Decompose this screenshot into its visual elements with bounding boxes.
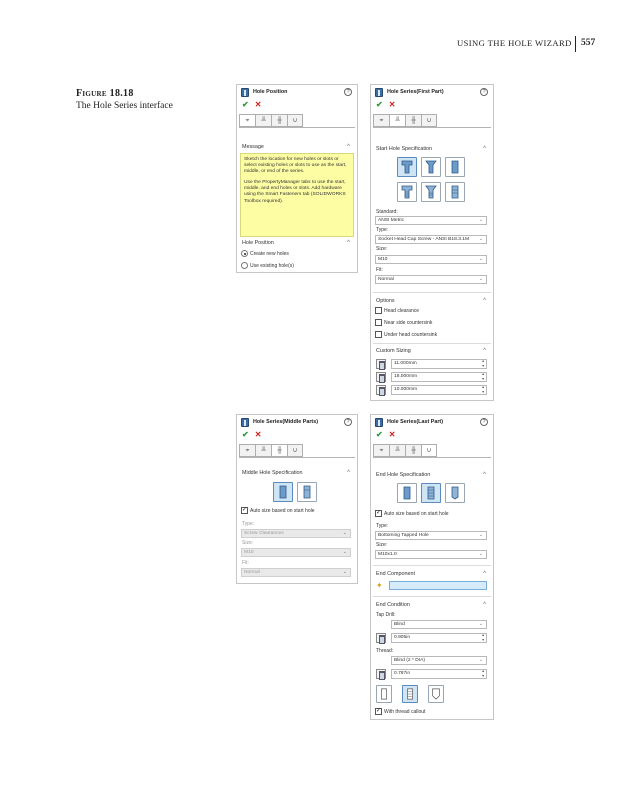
end-condition-header[interactable] xyxy=(373,599,491,611)
end-clearance-hole-button[interactable] xyxy=(397,483,417,503)
standard-value: ANSI Metric xyxy=(378,218,405,223)
use-existing-holes-label: Use existing hole(s) xyxy=(250,263,294,269)
tab-last-part[interactable]: ∪ xyxy=(287,444,303,457)
start-hole-spec-header[interactable] xyxy=(373,143,491,155)
size-select[interactable] xyxy=(375,255,487,264)
end-hole-spec-label: End Hole Specification xyxy=(376,472,431,478)
spinner-icon[interactable]: ▴ ▾ xyxy=(482,385,484,394)
thread-depth-value: 0.787in xyxy=(394,671,411,676)
hole-feature-icon xyxy=(241,88,249,97)
section-divider xyxy=(373,292,491,293)
tap-drill-label: Tap Drill: xyxy=(376,612,396,618)
ok-check-icon[interactable]: ✔ xyxy=(376,430,383,439)
panel-header xyxy=(237,85,357,99)
near-side-countersink-checkbox[interactable] xyxy=(375,319,432,327)
type-select-disabled xyxy=(241,529,351,538)
panel-title: Hole Series(Middle Parts) xyxy=(253,419,319,425)
tab-middle-parts[interactable]: ╫ xyxy=(271,444,287,457)
tab-strip xyxy=(373,444,437,457)
cancel-x-icon[interactable]: ✕ xyxy=(254,430,262,439)
collapse-icon[interactable]: ^ xyxy=(347,144,350,150)
chevron-down-icon: ⌄ xyxy=(342,549,347,555)
spinner-icon[interactable]: ▴ ▾ xyxy=(482,372,484,381)
create-new-holes-radio[interactable] xyxy=(241,250,289,258)
cancel-x-icon[interactable]: ✕ xyxy=(388,100,396,109)
cosmetic-thread-button[interactable] xyxy=(402,685,418,703)
message-paragraph-2: Use the PropertyManager tabs to use the start, middle, and end holes or slots. Add hardware using the Smart Fasteners tab (SOLIDWORKS Toolbox required). xyxy=(244,180,346,204)
counterbore-diameter-input[interactable] xyxy=(391,372,487,382)
tab-underline xyxy=(239,457,355,458)
message-box xyxy=(240,153,354,237)
tab-strip xyxy=(239,114,303,127)
tab-underline xyxy=(373,127,491,128)
tab-first-part[interactable]: ╨ xyxy=(255,114,271,127)
hole-feature-icon xyxy=(241,418,249,427)
hole-series-first-part-panel xyxy=(370,84,494,401)
thread-depth-icon xyxy=(376,669,386,679)
checkbox-checked-icon: ✓ xyxy=(242,507,248,514)
cancel-x-icon[interactable]: ✕ xyxy=(254,100,262,109)
hole-series-last-part-panel xyxy=(370,414,494,720)
tap-depth-input[interactable] xyxy=(391,633,487,643)
chevron-down-icon: ⌄ xyxy=(478,621,483,627)
counterbore-diameter-value: 18.000mm xyxy=(394,374,418,379)
tab-first-part[interactable]: ╨ xyxy=(255,444,271,457)
checkbox-checked-icon: ✓ xyxy=(376,510,382,517)
collapse-icon[interactable]: ^ xyxy=(483,602,486,608)
radio-selected-icon xyxy=(241,250,248,257)
message-paragraph-1: Sketch the location for new holes or slots or select existing holes or slots to use as the start, middle, or end of the series. xyxy=(244,157,347,175)
help-icon[interactable]: ? xyxy=(344,88,352,96)
radio-icon xyxy=(241,262,248,269)
collapse-icon[interactable]: ^ xyxy=(483,298,486,304)
hole-position-section-header[interactable] xyxy=(239,237,355,249)
counterbore-depth-input[interactable] xyxy=(391,385,487,395)
spinner-icon[interactable]: ▴ ▾ xyxy=(482,633,484,642)
create-new-holes-label: Create new holes xyxy=(250,251,289,257)
chevron-down-icon: ⌄ xyxy=(478,551,483,557)
counterbore-depth-icon xyxy=(376,385,386,395)
type-label: Type: xyxy=(242,521,255,527)
message-header-label: Message xyxy=(242,144,264,150)
clearance-hole-button[interactable] xyxy=(273,482,293,502)
end-tapped-hole-button[interactable] xyxy=(421,483,441,503)
panel-title: Hole Series(First Part) xyxy=(387,89,444,95)
size-label: Size: xyxy=(242,540,254,546)
end-condition-label: End Condition xyxy=(376,602,410,608)
ok-check-icon[interactable]: ✔ xyxy=(242,430,249,439)
thread-value: Blind (2 * DIA) xyxy=(394,658,425,663)
tab-first-part[interactable]: ╨ xyxy=(389,114,405,127)
tapped-hole-button[interactable] xyxy=(397,182,417,202)
tab-middle-parts[interactable]: ╫ xyxy=(405,444,421,457)
chevron-down-icon: ⌄ xyxy=(478,276,483,282)
end-hole-spec-header[interactable] xyxy=(373,469,491,481)
tab-middle-parts[interactable]: ╫ xyxy=(405,114,421,127)
thread-callout-checkbox[interactable] xyxy=(375,708,425,716)
thread-label: Thread: xyxy=(376,648,394,654)
fit-value: Normal xyxy=(378,277,394,282)
fit-value: Normal xyxy=(244,570,260,575)
auto-size-checkbox[interactable] xyxy=(375,510,449,518)
counterbore-depth-value: 10.000mm xyxy=(394,387,418,392)
tab-last-part[interactable]: ∪ xyxy=(421,444,437,457)
header-divider xyxy=(575,36,576,52)
tab-position[interactable]: ⌖ xyxy=(373,444,389,457)
size-label: Size: xyxy=(376,542,388,548)
help-icon[interactable]: ? xyxy=(480,418,488,426)
panel-title: Hole Series(Last Part) xyxy=(387,419,444,425)
tap-drill-value: Blind xyxy=(394,622,405,627)
tab-middle-parts[interactable]: ╫ xyxy=(271,114,287,127)
tab-position[interactable]: ⌖ xyxy=(239,444,255,457)
running-header xyxy=(436,36,606,52)
tab-position[interactable]: ⌖ xyxy=(373,114,389,127)
type-select[interactable] xyxy=(375,235,487,244)
type-value: Bottoming Tapped Hole xyxy=(378,533,429,538)
collapse-icon[interactable]: ^ xyxy=(483,146,486,152)
chevron-down-icon: ⌄ xyxy=(478,217,483,223)
slot-hole-button[interactable] xyxy=(445,182,465,202)
type-label: Type: xyxy=(376,523,389,529)
collapse-icon[interactable]: ^ xyxy=(483,348,486,354)
use-existing-holes-radio[interactable] xyxy=(241,262,294,270)
panel-header xyxy=(371,415,493,429)
help-icon[interactable]: ? xyxy=(480,88,488,96)
checkbox-icon xyxy=(375,319,382,326)
tap-depth-value: 0.905in xyxy=(394,635,411,640)
figure-caption xyxy=(76,88,226,111)
size-value: M10x1.0 xyxy=(378,552,397,557)
hole-series-middle-parts-panel xyxy=(236,414,358,584)
tap-drill-select[interactable] xyxy=(391,620,487,629)
custom-sizing-header[interactable] xyxy=(373,345,491,357)
auto-size-label: Auto size based on start hole xyxy=(384,511,449,517)
tab-position[interactable]: ⌖ xyxy=(239,114,255,127)
cosmetic-none-button[interactable] xyxy=(376,685,392,703)
thread-callout-label: With thread callout xyxy=(384,709,426,715)
middle-hole-spec-header[interactable] xyxy=(239,467,355,479)
hole-position-label: Hole Position xyxy=(242,240,274,246)
section-divider xyxy=(373,343,491,344)
chevron-down-icon: ⌄ xyxy=(478,657,483,663)
type-select[interactable] xyxy=(375,531,487,540)
thread-depth-input[interactable] xyxy=(391,669,487,679)
near-side-countersink-label: Near side countersink xyxy=(384,320,433,326)
hole-feature-icon xyxy=(375,418,383,427)
hole-position-panel xyxy=(236,84,358,273)
hole-feature-icon xyxy=(375,88,383,97)
type-value: Socket Head Cap Screw - ANSI B18.3.1M xyxy=(378,237,470,242)
ok-cancel-bar xyxy=(242,100,261,110)
auto-size-checkbox[interactable] xyxy=(241,507,315,515)
counterbore-diameter-icon xyxy=(376,372,386,382)
standard-select[interactable] xyxy=(375,216,487,225)
panel-title: Hole Position xyxy=(253,89,288,95)
panel-header xyxy=(371,85,493,99)
pipe-tap-hole-button[interactable] xyxy=(421,182,441,202)
start-hole-spec-label: Start Hole Specification xyxy=(376,146,433,152)
head-clearance-label: Head clearance xyxy=(384,308,420,314)
chevron-down-icon: ⌄ xyxy=(342,569,347,575)
chevron-down-icon: ⌄ xyxy=(478,532,483,538)
under-head-countersink-label: Under head countersink xyxy=(384,332,438,338)
middle-hole-spec-label: Middle Hole Specification xyxy=(242,470,303,476)
fit-label: Fit: xyxy=(376,267,383,273)
counterbore-hole-button[interactable] xyxy=(397,157,417,177)
component-icon: ✦ xyxy=(376,581,383,590)
end-component-selection-box[interactable] xyxy=(389,581,487,590)
tap-depth-icon xyxy=(376,633,386,643)
tab-strip xyxy=(239,444,303,457)
checkbox-icon xyxy=(375,307,382,314)
simple-hole-button[interactable] xyxy=(445,157,465,177)
end-component-label: End Component xyxy=(376,571,415,577)
tab-underline xyxy=(239,127,355,128)
section-divider xyxy=(373,596,491,597)
ok-check-icon[interactable]: ✔ xyxy=(376,100,383,109)
standard-label: Standard: xyxy=(376,209,398,215)
type-value: Screw Clearances xyxy=(244,531,284,536)
checkbox-checked-icon: ✓ xyxy=(376,708,382,715)
ok-cancel-bar xyxy=(376,430,395,440)
size-value: M10 xyxy=(378,257,388,262)
help-icon[interactable]: ? xyxy=(344,418,352,426)
tab-underline xyxy=(373,457,491,458)
countersink-hole-button[interactable] xyxy=(421,157,441,177)
figure-caption-text: The Hole Series interface xyxy=(76,101,173,111)
slot-hole-button[interactable] xyxy=(297,482,317,502)
under-head-countersink-checkbox[interactable] xyxy=(375,331,437,339)
section-divider xyxy=(373,565,491,566)
tab-first-part[interactable]: ╨ xyxy=(389,444,405,457)
auto-size-label: Auto size based on start hole xyxy=(250,508,315,514)
figure-number: Figure 18.18 xyxy=(76,88,134,99)
checkbox-icon xyxy=(375,331,382,338)
options-label: Options xyxy=(376,298,395,304)
end-component-header[interactable] xyxy=(373,568,491,580)
remove-thread-button[interactable] xyxy=(428,685,444,703)
ok-cancel-bar xyxy=(376,100,395,110)
running-title: USING THE HOLE WIZARD xyxy=(457,38,572,48)
page-number: 557 xyxy=(581,38,596,48)
collapse-icon[interactable]: ^ xyxy=(347,240,350,246)
message-section-header[interactable] xyxy=(239,141,355,153)
ok-cancel-bar xyxy=(242,430,261,440)
fit-select-disabled xyxy=(241,568,351,577)
fit-label: Fit: xyxy=(242,560,249,566)
tab-strip xyxy=(373,114,437,127)
size-select[interactable] xyxy=(375,550,487,559)
diameter-input[interactable] xyxy=(391,359,487,369)
spinner-icon[interactable]: ▴ ▾ xyxy=(482,359,484,368)
collapse-icon[interactable]: ^ xyxy=(483,571,486,577)
end-slot-hole-button[interactable] xyxy=(445,483,465,503)
collapse-icon[interactable]: ^ xyxy=(483,472,486,478)
diameter-value: 11.000mm xyxy=(394,361,417,366)
tab-last-part[interactable]: ∪ xyxy=(421,114,437,127)
size-value: M10 xyxy=(244,550,254,555)
tab-last-part[interactable]: ∪ xyxy=(287,114,303,127)
custom-sizing-label: Custom Sizing xyxy=(376,348,411,354)
chevron-down-icon: ⌄ xyxy=(342,530,347,536)
chevron-down-icon: ⌄ xyxy=(478,236,483,242)
size-label: Size: xyxy=(376,246,388,252)
panel-header xyxy=(237,415,357,429)
collapse-icon[interactable]: ^ xyxy=(347,470,350,476)
ok-check-icon[interactable]: ✔ xyxy=(242,100,249,109)
diameter-icon xyxy=(376,359,386,369)
thread-select[interactable] xyxy=(391,656,487,665)
options-header[interactable] xyxy=(373,295,491,307)
cancel-x-icon[interactable]: ✕ xyxy=(388,430,396,439)
spinner-icon[interactable]: ▴ ▾ xyxy=(482,669,484,678)
type-label: Type: xyxy=(376,227,389,233)
chevron-down-icon: ⌄ xyxy=(478,256,483,262)
size-select-disabled xyxy=(241,548,351,557)
head-clearance-checkbox[interactable] xyxy=(375,307,419,315)
fit-select[interactable] xyxy=(375,275,487,284)
